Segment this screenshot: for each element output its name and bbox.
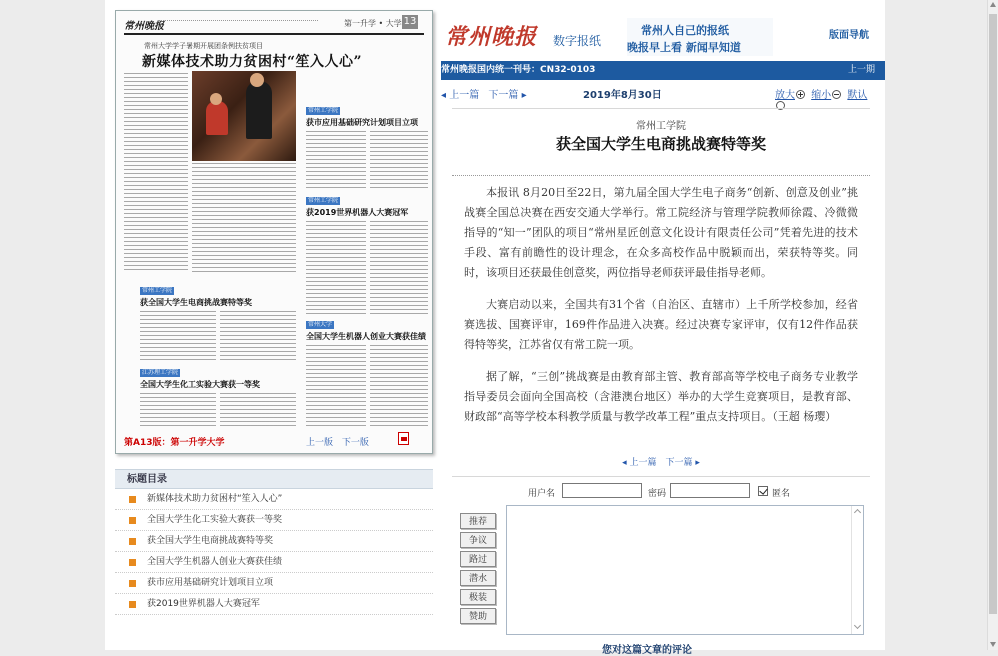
article-toolbar [441, 86, 871, 102]
recommend-button[interactable]: 推荐 [460, 513, 496, 529]
title-directory-header: 标题目录 [115, 469, 433, 489]
title-list-label[interactable]: 获市应用基础研究计划项目立项 [147, 578, 274, 588]
preview-tag: 常州工学院 [142, 287, 173, 294]
preview-text-block [140, 311, 216, 363]
preview-text-block [220, 393, 296, 429]
prev-article-link[interactable]: 上一篇 [449, 90, 480, 101]
preview-text-block [370, 131, 428, 191]
preview-text-block [306, 221, 366, 317]
article-paragraph: 本报讯 8月20日至22日，第九届全国大学生电子商务“创新、创意及创业”挑战赛全国总决赛在西安交通大学举行。常工院经济与管理学院教师徐霞、冷微微指导的“知一”团队的项目“常州星匠创意文化设计有限责任公司”凭着先进的技术手段、富有前瞻性的设计理念，在众多高校作品中脱颖而出，荣获特等奖。同时，该项目还获最佳创意奖，两位指导老师获评最佳指导老师。 [464, 186, 858, 279]
preview-tag: 常州工学院 [308, 107, 339, 114]
scroll-down-icon[interactable] [990, 642, 996, 647]
preview-divider [124, 33, 424, 35]
title-list-item[interactable] [115, 531, 433, 552]
scrollbar-thumb[interactable] [989, 14, 997, 614]
preview-text-block [306, 131, 366, 191]
username-label: 用户名 [528, 489, 556, 499]
title-list-label[interactable]: 新媒体技术助力贫困村“笙入人心” [147, 494, 283, 504]
preview-subhead[interactable]: 获2019世界机器人大赛冠军 [306, 208, 409, 217]
zoom-in-link[interactable]: 放大 [775, 90, 795, 101]
reaction-buttons [460, 513, 498, 627]
dispute-button[interactable]: 争议 [460, 532, 496, 548]
preview-tag: 常州大学 [308, 321, 333, 328]
textarea-scrollbar[interactable] [851, 506, 863, 634]
article-nav [441, 86, 527, 101]
preview-page-label: 第A13版：第一升学大学 [124, 438, 225, 448]
sponsor-button[interactable]: 赞助 [460, 608, 496, 624]
next-arrow-icon: ▸ [518, 90, 527, 101]
article-body [452, 183, 870, 439]
preview-text-block [140, 393, 216, 429]
site-logo[interactable]: 常州晚报 [445, 24, 538, 50]
preview-text-block [192, 163, 296, 273]
article-panel [452, 108, 870, 468]
password-label: 密码 [648, 489, 667, 499]
preview-text-block [124, 73, 188, 273]
title-list-label[interactable]: 全国大学生化工实验大赛获一等奖 [147, 515, 283, 525]
article-title: 获全国大学生电商挑战赛特等奖 [555, 135, 766, 153]
anonymous-checkbox[interactable] [758, 486, 768, 496]
bullet-icon [129, 496, 136, 503]
preview-subhead[interactable]: 获全国大学生电商挑战赛特等奖 [140, 298, 252, 307]
preview-kicker[interactable]: 常州大学学子暑期开展团条例扶贫项目 [144, 42, 263, 50]
next-article-link[interactable]: 下一篇 [665, 458, 693, 468]
preview-text-block [370, 221, 428, 317]
preview-headline[interactable]: 新媒体技术助力贫困村“笙入人心” [142, 54, 363, 70]
preview-subhead[interactable]: 全国大学生机器人创业大赛获佳绩 [306, 332, 426, 341]
title-list-item[interactable] [115, 510, 433, 531]
pass-by-button[interactable]: 路过 [460, 551, 496, 567]
anonymous-label: 匿名 [772, 489, 791, 499]
next-arrow-icon: ▸ [692, 458, 700, 468]
newspaper-page-preview[interactable] [115, 10, 433, 454]
preview-tag: 江苏理工学院 [142, 369, 179, 376]
preview-tag: 常州工学院 [308, 197, 339, 204]
article-bottom-nav [452, 455, 870, 468]
pdf-icon[interactable] [398, 432, 409, 445]
preview-page-nav [306, 435, 375, 448]
preview-text-block [220, 311, 296, 363]
preview-header [124, 17, 424, 31]
comment-login-row [452, 483, 870, 501]
article-paragraph: 据了解，“三创”挑战赛是由教育部主管、教育部高等学校电子商务专业教学指导委员会面向全国高校（含港澳台地区）举办的大学生竞赛项目，是教育部、财政部“高等学校本科教学质量与教学改革工程”重点支持项目。（王超 杨璎） [464, 370, 858, 423]
prev-edition-link[interactable]: 上一版 [306, 438, 334, 448]
issn-bar [441, 61, 885, 80]
slogan-line-1: 常州人自己的报纸 [641, 24, 729, 37]
scroll-up-icon[interactable] [990, 2, 996, 7]
bullet-icon [129, 580, 136, 587]
extreme-button[interactable]: 极装 [460, 589, 496, 605]
photo-figure [246, 81, 272, 139]
bullet-icon [129, 559, 136, 566]
bullet-icon [129, 517, 136, 524]
default-size-link[interactable]: 默认 [847, 90, 868, 101]
preview-photo[interactable] [192, 71, 296, 161]
preview-section: 第一升学 • 大学 [344, 19, 402, 28]
comment-footer-title: 您对这篇文章的评论 [602, 645, 692, 656]
issue-date: 2019年8月30日 [583, 90, 662, 101]
comment-section [452, 476, 870, 656]
prev-arrow-icon: ◂ [441, 90, 450, 101]
username-input[interactable] [562, 483, 642, 498]
next-edition-link[interactable]: 下一版 [341, 438, 369, 448]
preview-logo: 常州晚报 [124, 21, 164, 32]
title-list-item[interactable] [115, 573, 433, 594]
scroll-down-icon[interactable] [854, 622, 861, 629]
title-list-label[interactable]: 获全国大学生电商挑战赛特等奖 [147, 536, 274, 546]
prev-article-link[interactable]: 上一篇 [629, 458, 657, 468]
title-list-label[interactable]: 全国大学生机器人创业大赛获佳绩 [147, 557, 283, 567]
scroll-up-icon[interactable] [854, 509, 861, 516]
comment-textarea[interactable] [506, 505, 864, 635]
photo-figure [210, 93, 222, 105]
title-list-item[interactable] [115, 552, 433, 573]
next-article-link[interactable]: 下一篇 [488, 90, 519, 101]
zoom-in-icon[interactable] [796, 90, 805, 99]
lurk-button[interactable]: 潜水 [460, 570, 496, 586]
password-input[interactable] [670, 483, 750, 498]
issn-text: 常州晚报国内统一刊号：CN32-0103 [441, 65, 596, 75]
photo-figure [250, 73, 264, 87]
preview-subhead[interactable]: 获市应用基础研究计划项目立项 [306, 118, 418, 127]
preview-text-block [370, 345, 428, 429]
article-paragraph: 大赛启动以来，全国共有31个省（自治区、直辖市）上千所学校参加，经省赛选拔、国赛评审，169件作品进入决赛。经过决赛专家评审，仅有12件作品获得特等奖，江苏省仅有常工院一项。 [464, 298, 858, 351]
preview-header-rule [158, 20, 318, 23]
window-scrollbar[interactable] [987, 0, 998, 650]
prev-arrow-icon: ◂ [622, 458, 630, 468]
zoom-out-icon[interactable] [832, 90, 841, 99]
photo-figure [206, 101, 228, 135]
bullet-icon [129, 538, 136, 545]
title-list-label[interactable]: 获2019世界机器人大赛冠军 [147, 599, 260, 609]
page-navigation-link[interactable]: 版面导航 [829, 30, 869, 41]
slogan-banner [627, 18, 773, 56]
slogan-line-2: 晚报早上看 新闻早知道 [627, 41, 741, 54]
digital-edition-label: 数字报纸 [553, 34, 602, 48]
preview-text-block [306, 345, 366, 429]
zoom-out-link[interactable]: 缩小 [811, 90, 832, 101]
title-list-item[interactable] [115, 594, 433, 615]
masthead [441, 10, 885, 60]
article-divider [452, 175, 870, 176]
title-list-item[interactable] [115, 489, 433, 510]
previous-issue-link[interactable]: 上一期 [847, 65, 875, 75]
bullet-icon [129, 601, 136, 608]
preview-page-number: 13 [403, 16, 417, 27]
preview-subhead[interactable]: 全国大学生化工实验大赛获一等奖 [140, 380, 260, 389]
article-kicker: 常州工学院 [636, 121, 686, 132]
title-directory [115, 469, 433, 615]
